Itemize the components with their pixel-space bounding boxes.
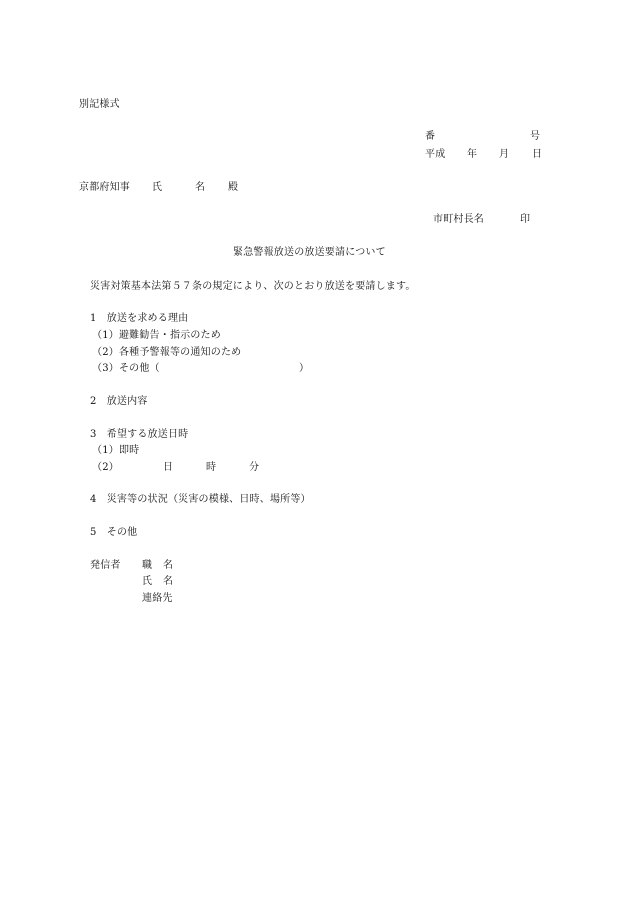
section-1-item-2: （2）各種予警報等の通知のため — [92, 347, 242, 358]
document-title: 緊急警報放送の放送要請について — [233, 247, 386, 258]
form-label: 別記様式 — [79, 99, 120, 110]
section-3-heading: 3 希望する放送日時 — [90, 429, 189, 440]
month-label: 月 — [499, 149, 510, 160]
seal-label: 印 — [520, 214, 531, 225]
section-4-heading: 4 災害等の状況（災害の模様、日時、場所等） — [90, 494, 311, 505]
section-1-item-3-open: （3）その他（ — [92, 363, 160, 374]
number-suffix: 号 — [530, 131, 541, 142]
section-1-heading: 1 放送を求める理由 — [90, 313, 189, 324]
issuer-post-label-1: 職 — [142, 560, 153, 571]
year-label: 年 — [467, 149, 478, 160]
mayor-name-label: 市町村長名 — [433, 214, 484, 225]
number-label: 番 — [425, 131, 436, 142]
addressee-title: 京都府知事 — [79, 182, 130, 193]
section-2-heading: 2 放送内容 — [90, 396, 148, 407]
section-3-item-1: （1）即時 — [92, 445, 140, 456]
issuer-name-label-2: 名 — [163, 576, 174, 587]
day-label: 日 — [532, 149, 543, 160]
addressee-honorific: 殿 — [228, 182, 239, 193]
section-3-minute-label: 分 — [249, 462, 260, 473]
issuer-name-label-1: 氏 — [142, 576, 153, 587]
issuer-contact-label: 連絡先 — [142, 593, 173, 604]
section-3-item-2-label: （2） — [92, 462, 119, 473]
section-5-heading: 5 その他 — [90, 527, 138, 538]
section-1-item-1: （1）避難勧告・指示のため — [92, 330, 221, 341]
intro-paragraph: 災害対策基本法第５７条の規定により、次のとおり放送を要請します。 — [90, 281, 416, 292]
addressee-name-part2: 名 — [195, 182, 206, 193]
section-3-day-label: 日 — [163, 462, 174, 473]
section-3-hour-label: 時 — [206, 462, 217, 473]
era-label: 平成 — [425, 149, 446, 160]
section-1-item-3-close: ） — [299, 363, 310, 374]
issuer-label: 発信者 — [90, 560, 121, 571]
addressee-name-part1: 氏 — [152, 182, 163, 193]
issuer-post-label-2: 名 — [163, 560, 174, 571]
